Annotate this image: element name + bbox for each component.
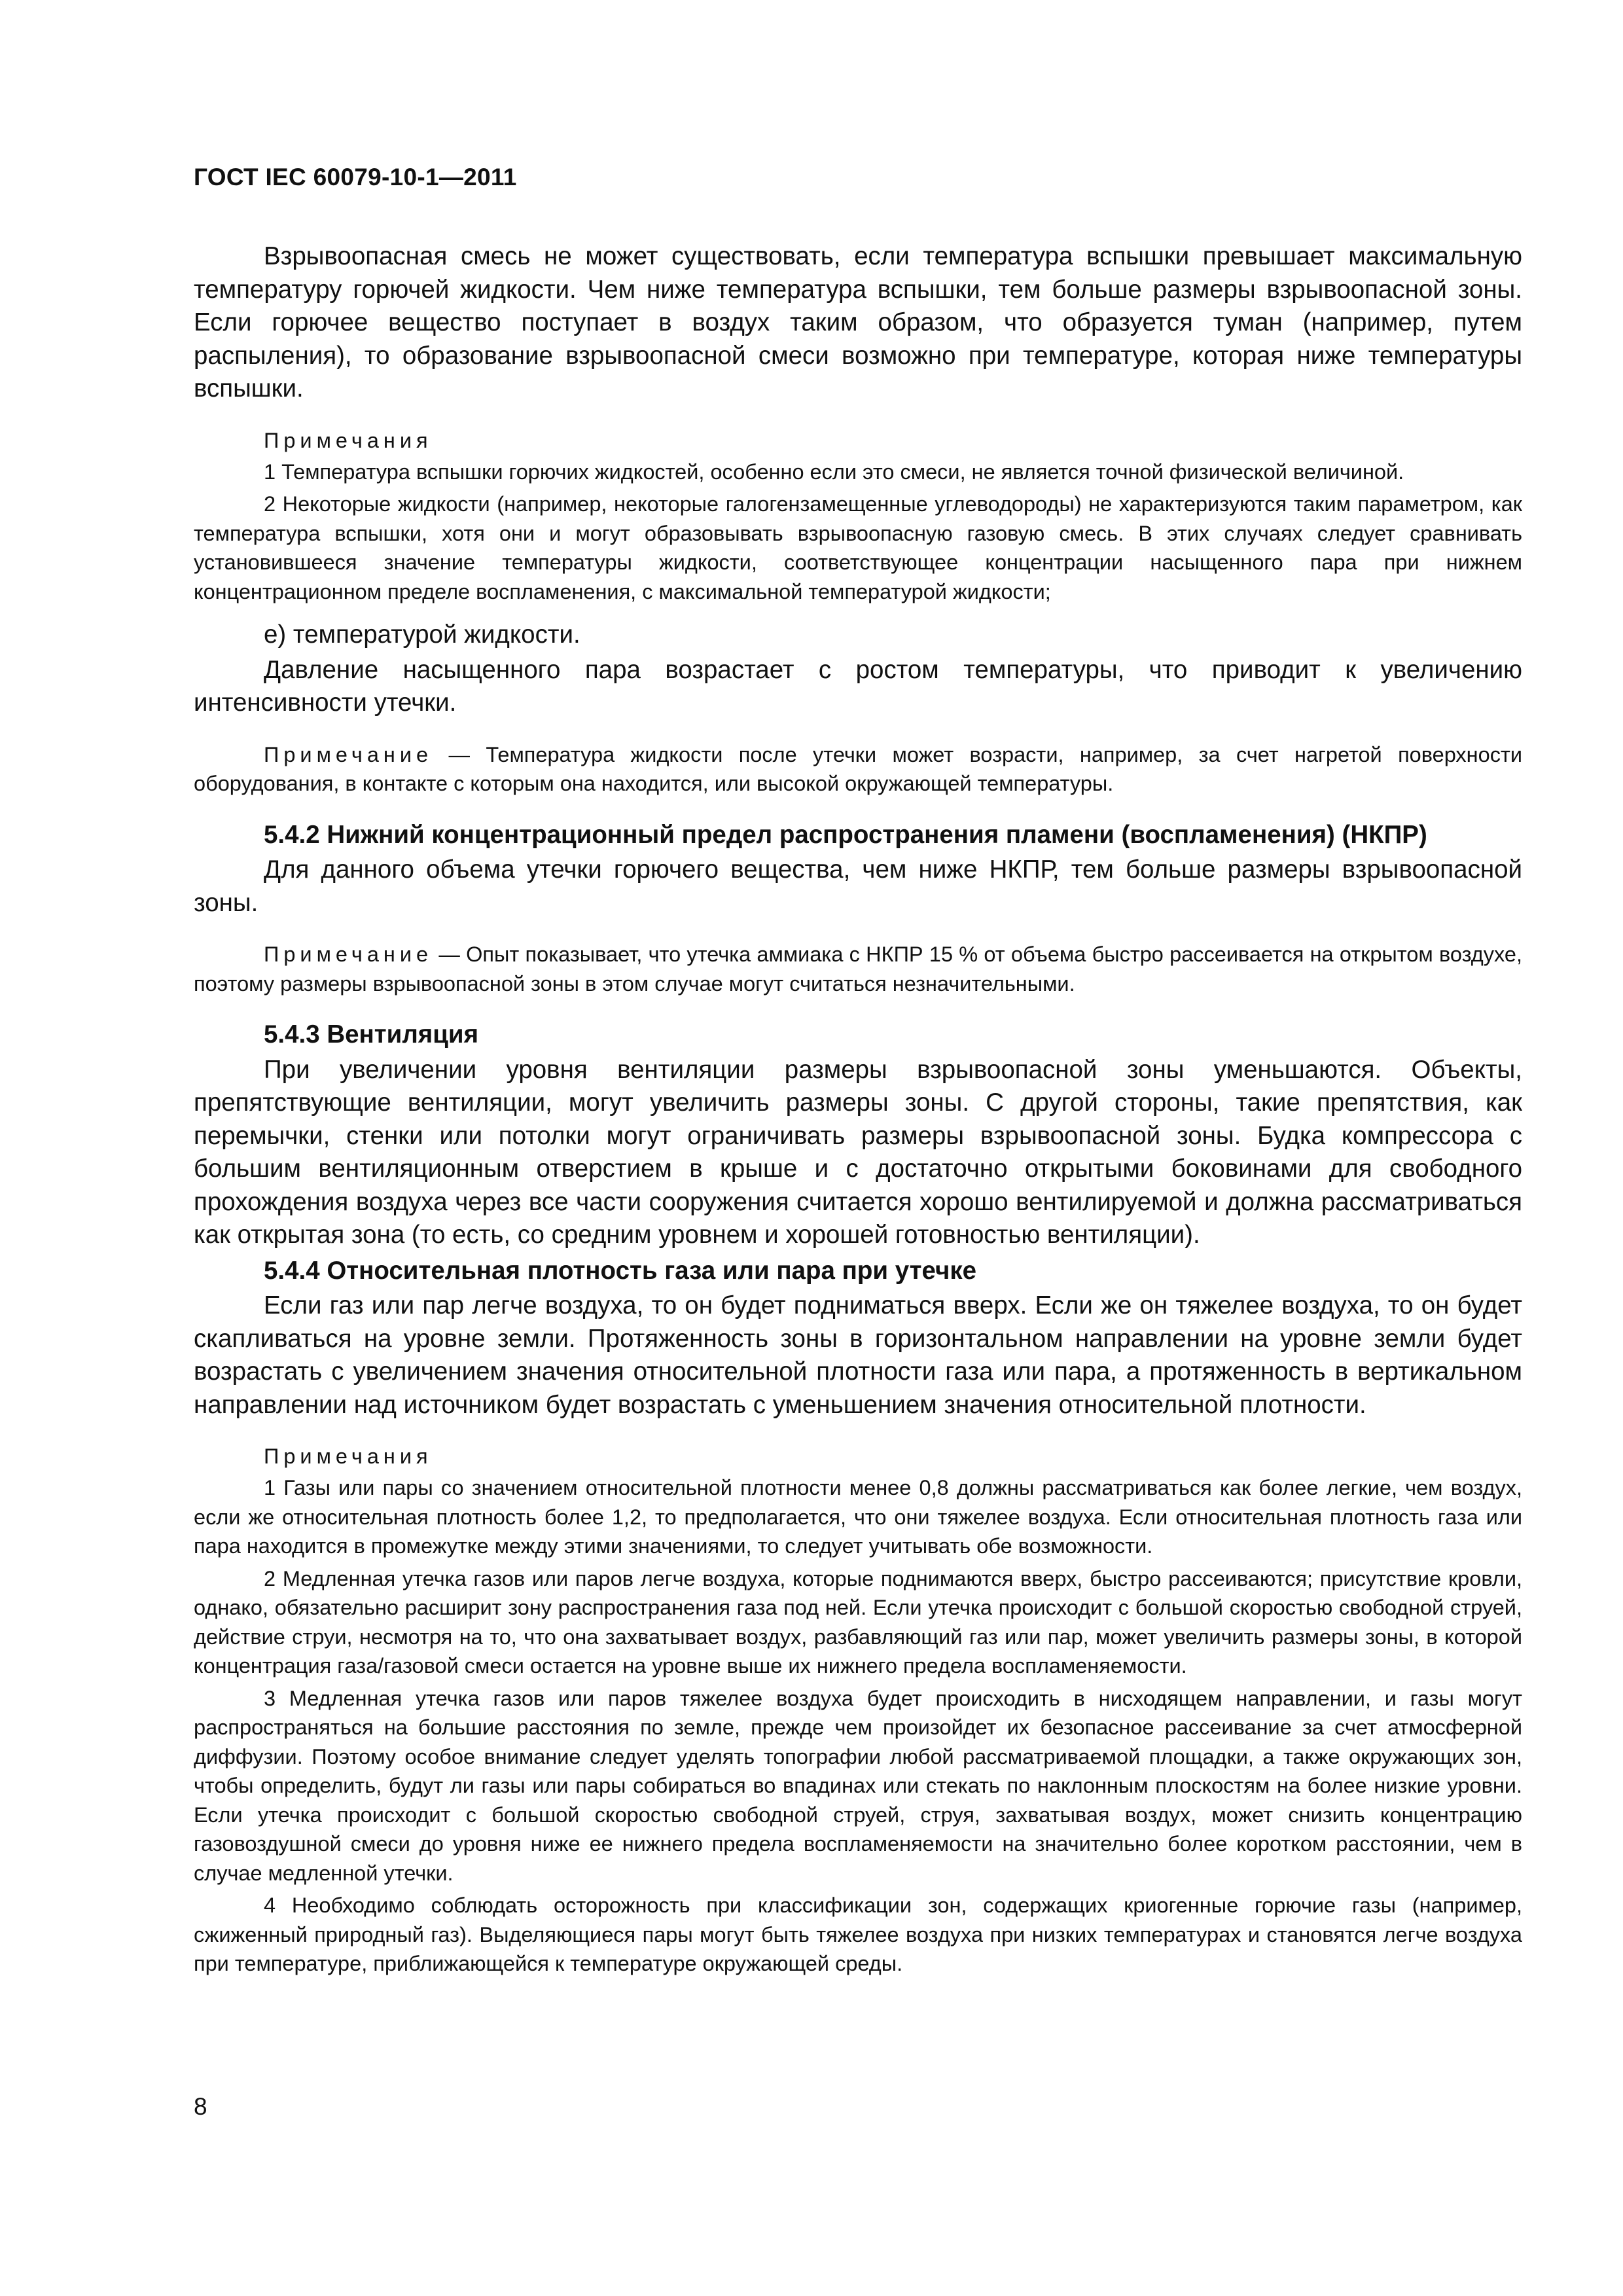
document-page: [194, 164, 1522, 1982]
section-text-5-4-2: Для данного объема утечки горючего вещества, чем ниже НКПР, тем больше размеры взрывоопасной зоны.: [194, 855, 1522, 917]
note-item: 2 Медленная утечка газов или паров легче воздуха, которые поднимаются вверх, быстро рассеиваются; присутствие кровли, однако, обязательно расширит зону распространения газа под ней. Если утечка происходит с большой скоростью свободной струей, действие струи, несмотря на то, что она захватывает воздух, разбавляющий газ или пар, может увеличить размеры зоны, в которой концентрация газа/газовой смеси остается на уровне выше их нижнего предела воспламеняемости.: [194, 1566, 1522, 1677]
section-heading-5-4-4: 5.4.4 Относительная плотность газа или пара при утечке: [264, 1256, 976, 1285]
note-item: 3 Медленная утечка газов или паров тяжелее воздуха будет происходить в нисходящем направлении, и газы могут распространяться на большие расстояния по земле, прежде чем произойдет их безопасное рассеивание за счет атмосферной диффузии. Поэтому особое внимание следует уделять топографии любой рассматриваемой площадки, а также окружающих зон, чтобы определить, будут ли газы или пары собираться во впадинах или стекать по наклонным плоскостям на более низкие уровни. Если утечка происходит с большой скоростью свободной струей, струя, захватывая воздух, может снизить концентрацию газовоздушной смеси до уровня ниже ее нижнего предела воспламеняемости на значительно более коротком расстоянии, чем в случае медленной утечки.: [194, 1686, 1522, 1885]
note-inline: [194, 940, 1522, 998]
section-heading-5-4-2: 5.4.2 Нижний концентрационный предел распространения пламени (воспламенения) (НКПР): [264, 820, 1427, 849]
notes-heading: Примечания: [264, 428, 433, 452]
note-text: — Опыт показывает, что утечка аммиака с НКПР 15 % от объема быстро рассеивается на открытом воздухе, поэтому размеры взрывоопасной зоны в этом случае могут считаться незначительными.: [194, 942, 1522, 996]
note-label: Примечание: [264, 942, 433, 966]
note-item: 1 Температура вспышки горючих жидкостей, особенно если это смеси, не является точной физической величиной.: [264, 459, 1404, 484]
note-item: 1 Газы или пары со значением относительной плотности менее 0,8 должны рассматриваться как более легкие, чем воздух, если же относительная плотность более 1,2, то предполагается, что они тяжелее воздуха. Если относительная плотность газа или пара находится в промежутке между этими значениями, то следует учитывать обе возможности.: [194, 1476, 1522, 1558]
section-text-5-4-3: При увеличении уровня вентиляции размеры взрывоопасной зоны уменьшаются. Объекты, препятствующие вентиляции, могут увеличить размеры зоны. С другой стороны, такие препятствия, как перемычки, стенки или потолки могут ограничивать размеры взрывоопасной зоны. Будка компрессора с большим вентиляционным отверстием в крыше и с достаточно открытыми боковинами для свободного прохождения воздуха через все части сооружения считается хорошо вентилируемой и должна рассматриваться как открытая зона (то есть, со средним уровнем и хорошей готовностью вентиляции).: [194, 1055, 1522, 1249]
note-item: 4 Необходимо соблюдать осторожность при классификации зон, содержащих криогенные горючие газы (например, сжиженный природный газ). Выделяющиеся пары могут быть тяжелее воздуха при низких температурах и становятся легче воздуха при температуре, приближающейся к температуре окружающей среды.: [194, 1893, 1522, 1975]
note-text: — Температура жидкости после утечки может возрасти, например, за счет нагретой поверхности оборудования, в контакте с которым она находится, или высокой окружающей температуры.: [194, 742, 1522, 795]
section-text-5-4-4: Если газ или пар легче воздуха, то он будет подниматься вверх. Если же он тяжелее воздуха, то он будет скапливаться на уровне земли. Протяженность зоны в горизонтальном направлении на уровне земли будет возрастать с увеличением значения относительной плотности газа или пара, а протяженность в вертикальном направлении над источником будет возрастать с уменьшением значения относительной плотности.: [194, 1291, 1522, 1419]
note-label: Примечание: [264, 742, 433, 766]
notes-heading: Примечания: [264, 1444, 433, 1468]
document-header: ГОСТ IEC 60079-10-1—2011: [194, 164, 517, 190]
list-item-e: e) температурой жидкости.: [264, 620, 580, 649]
section-heading-5-4-3: 5.4.3 Вентиляция: [264, 1020, 479, 1049]
page-number: 8: [194, 2093, 207, 2120]
note-item: 2 Некоторые жидкости (например, некоторые галогензамещенные углеводороды) не характеризуются таким параметром, как температура вспышки, хотя они и могут образовывать взрывоопасную газовую смесь. В этих случаях следует сравнивать установившееся значение температуры жидкости, соответствующее концентрации насыщенного пара при нижнем концентрационном пределе воспламенения, с максимальной температурой жидкости;: [194, 492, 1522, 603]
list-item-e-text: Давление насыщенного пара возрастает с ростом температуры, что приводит к увеличению интенсивности утечки.: [194, 655, 1522, 717]
intro-paragraph: Взрывоопасная смесь не может существовать, если температура вспышки превышает максимальную температуру горючей жидкости. Чем ниже температура вспышки, тем больше размеры взрывоопасной зоны. Если горючее вещество поступает в воздух таким образом, что образуется туман (например, путем распыления), то образование взрывоопасной смеси возможно при температуре, которая ниже температуры вспышки.: [194, 242, 1522, 403]
note-inline: [194, 740, 1522, 798]
